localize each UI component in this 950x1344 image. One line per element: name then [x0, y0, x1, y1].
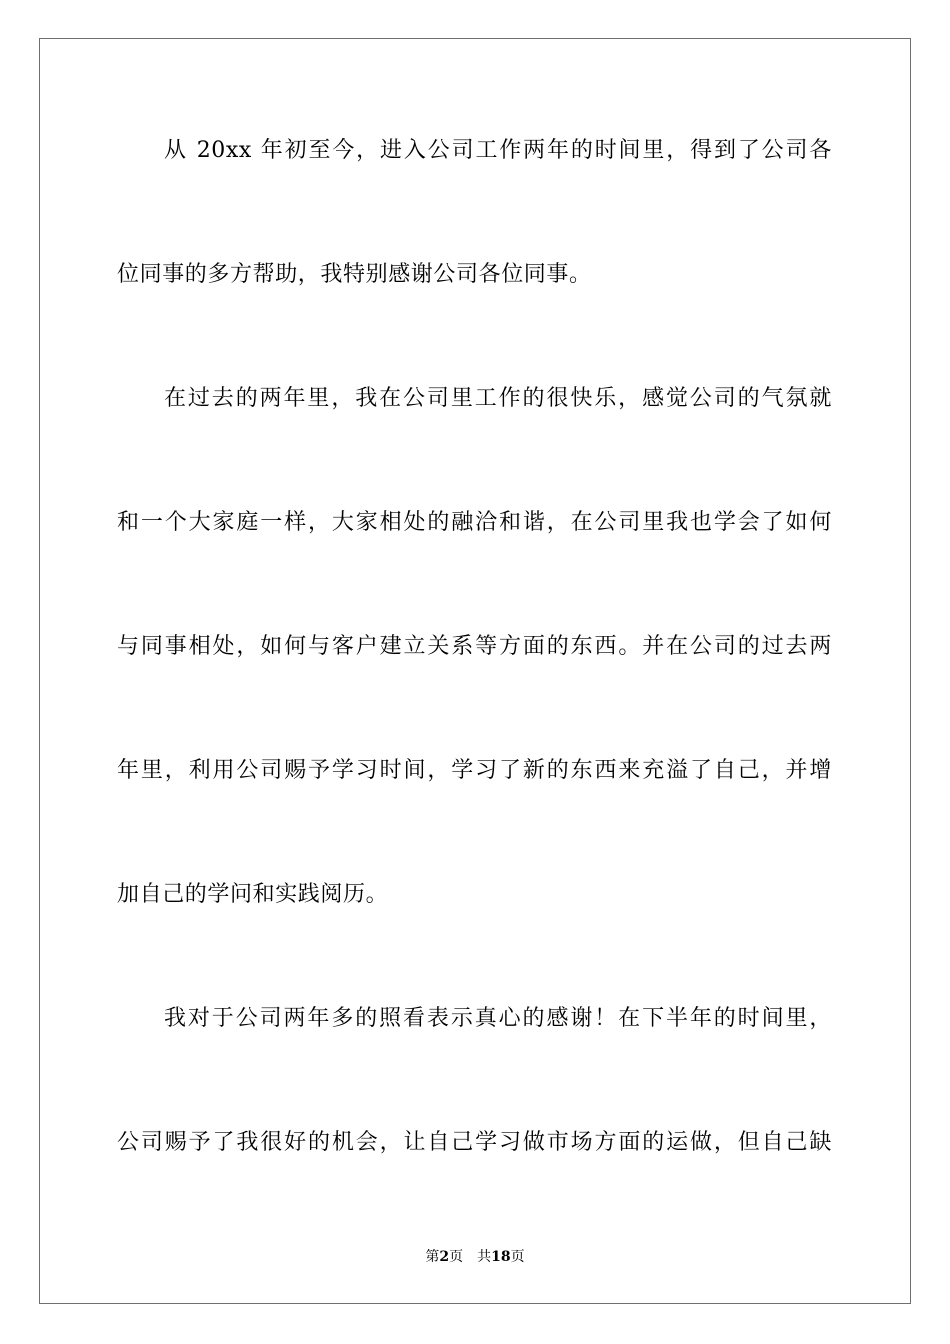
footer-total-suffix: 页 — [510, 1249, 525, 1265]
paragraph-1-line-1: 从 20xx 年初至今，进入公司工作两年的时间里，得到了公司各 — [164, 138, 832, 163]
footer-page-suffix: 页 — [449, 1249, 464, 1265]
paragraph-2-line-1: 在过去的两年里，我在公司里工作的很快乐，感觉公司的气氛就 — [164, 386, 832, 411]
paragraph-3-line-1: 我对于公司两年多的照看表示真心的感谢！在下半年的时间里， — [164, 1006, 832, 1031]
footer-page-prefix: 第 — [425, 1249, 440, 1265]
paragraph-1-line-2: 位同事的多方帮助，我特别感谢公司各位同事。 — [117, 262, 592, 287]
page-footer — [0, 1248, 950, 1266]
footer-total-pages: 18 — [491, 1249, 511, 1265]
page-frame — [39, 38, 911, 1304]
footer-total-prefix: 共 — [477, 1249, 492, 1265]
paragraph-2-line-4: 年里，利用公司赐予学习时间，学习了新的东西来充溢了自己，并增 — [117, 758, 832, 783]
paragraph-3-line-2: 公司赐予了我很好的机会，让自己学习做市场方面的运做，但自己缺 — [117, 1130, 832, 1155]
paragraph-2-line-3: 与同事相处，如何与客户建立关系等方面的东西。并在公司的过去两 — [117, 634, 832, 659]
footer-page-number: 2 — [439, 1249, 450, 1265]
paragraph-2-line-5: 加自己的学问和实践阅历。 — [117, 882, 389, 907]
paragraph-2-line-2: 和一个大家庭一样，大家相处的融洽和谐，在公司里我也学会了如何 — [117, 510, 832, 535]
